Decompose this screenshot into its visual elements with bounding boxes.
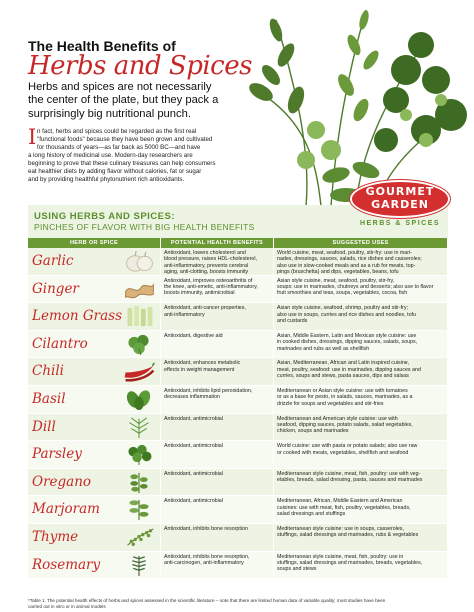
use-line: meat, poultry, seafood: use in marinades, dipping sauces and bbox=[277, 366, 421, 373]
benefit-line: blood pressure, raises HDL-cholesterol, bbox=[164, 256, 258, 263]
use-line: World cuisine: use with pasta or potato salads; also use raw bbox=[277, 443, 418, 450]
uses-cell bbox=[274, 496, 448, 523]
use-line: marinades and rubs as well as shellfish bbox=[277, 345, 370, 352]
body-line: eat healthier diets by adding flavor without calories, fat or sugar bbox=[28, 168, 202, 175]
table-row bbox=[28, 358, 448, 386]
table-row bbox=[28, 414, 448, 442]
drop-cap: I bbox=[28, 125, 37, 149]
garlic-icon bbox=[122, 250, 156, 273]
use-line: Asian, Middle Eastern, Latin and Mexican style cuisine: use bbox=[277, 332, 417, 339]
benefits-cell bbox=[161, 386, 274, 413]
lead-line: the center of the plate, but they pack a bbox=[28, 94, 219, 107]
use-line: stuffings, salad dressings and marinades, breads, vegetables, bbox=[277, 559, 423, 566]
benefit-line: Antioxidant, inhibits bone resorption, bbox=[164, 553, 250, 560]
body-line: for thousands of years—as far back as 5000 BC—and have bbox=[37, 144, 201, 151]
uses-cell bbox=[274, 248, 448, 275]
use-line: stuffings, salad dressings and marinades, rubs & vegetables bbox=[277, 532, 419, 539]
uses-cell bbox=[274, 331, 448, 358]
benefits-cell bbox=[161, 414, 274, 441]
cilantro-icon bbox=[122, 333, 156, 356]
benefits-cell bbox=[161, 248, 274, 275]
benefit-line: anti-inflammatory, prevents cerebral bbox=[164, 262, 249, 269]
benefit-line: Antioxidant, antimicrobial bbox=[164, 470, 223, 477]
benefit-line: Antioxidant, enhances metabolic bbox=[164, 360, 241, 367]
use-line: fruit smoothies and teas, soups, vegetables, cocoa, fish bbox=[277, 290, 408, 297]
dill-icon bbox=[122, 416, 156, 439]
herb-cell bbox=[28, 303, 161, 330]
use-line: Mediterranean, African, Middle Eastern and American bbox=[277, 498, 403, 505]
herb-cell bbox=[28, 469, 161, 496]
herb-name: Lemon Grass bbox=[32, 308, 123, 325]
benefit-line: Antioxidant, antimicrobial bbox=[164, 415, 223, 422]
use-line: Asian style cuisine, seafood, shrimp, poultry and stir-fry; bbox=[277, 305, 409, 312]
uses-cell bbox=[274, 524, 448, 551]
logo-line2: GARDEN bbox=[371, 198, 429, 211]
benefit-line: Antioxidant, digestive aid bbox=[164, 332, 223, 339]
use-line: in cooked dishes, dressings, dipping sauces, salads, soups, bbox=[277, 339, 418, 346]
herb-cell bbox=[28, 524, 161, 551]
uses-cell bbox=[274, 303, 448, 330]
marjoram-icon bbox=[122, 498, 156, 521]
benefits-cell bbox=[161, 276, 274, 303]
use-line: or cooked with meats, vegetables, shellfish and seafood bbox=[277, 449, 409, 456]
uses-cell bbox=[274, 276, 448, 303]
table-row bbox=[28, 469, 448, 497]
basil-icon bbox=[122, 388, 156, 411]
lead-line: Herbs and spices are not necessarily bbox=[28, 81, 212, 93]
use-line: also use in soups, curries and rice dishes and noodles, tofu bbox=[277, 311, 416, 318]
ginger-icon bbox=[122, 278, 156, 301]
herb-name: Parsley bbox=[32, 446, 82, 463]
header-benefits: POTENTIAL HEALTH BENEFITS bbox=[161, 238, 274, 248]
use-line: curries, soups and stews, pasta sauces, dips and salsas bbox=[277, 373, 409, 380]
benefit-line: aging, anti-clotting, boosts immunity bbox=[164, 269, 249, 275]
header-uses: SUGGESTED USES bbox=[274, 238, 448, 248]
herb-cell bbox=[28, 248, 161, 275]
intro-body-text bbox=[28, 125, 258, 184]
page-title-line2: Herbs and Spices bbox=[28, 51, 252, 81]
logo-line1: GOURMET bbox=[365, 185, 435, 198]
benefits-cell bbox=[161, 469, 274, 496]
benefits-cell bbox=[161, 552, 274, 579]
table-body bbox=[28, 248, 448, 579]
body-line: beginning to prove that these culinary treasures can help consumers bbox=[28, 160, 216, 167]
herb-cell bbox=[28, 552, 161, 579]
herb-name: Garlic bbox=[32, 253, 74, 269]
header-herb: HERB OR SPICE bbox=[28, 238, 161, 248]
herb-cell bbox=[28, 276, 161, 303]
benefit-line: decreases inflammation bbox=[164, 394, 220, 401]
use-line: etables, breads, salad dressing, pasta, sauces and marinades bbox=[277, 477, 423, 484]
benefit-line: effects in weight management bbox=[164, 366, 235, 373]
body-line: n fact, herbs and spices could be regarded as the first real bbox=[37, 128, 197, 135]
rosemary-icon bbox=[122, 554, 156, 577]
use-line: Mediterranean style cuisine, meat, fish, poultry: use with veg- bbox=[277, 470, 421, 477]
table-row bbox=[28, 331, 448, 359]
table-header bbox=[28, 238, 448, 248]
benefits-cell bbox=[161, 496, 274, 523]
use-line: seafood, dipping sauces, potato salads, salad vegetables, bbox=[277, 421, 413, 428]
herb-name: Basil bbox=[32, 390, 66, 407]
herb-bouquet-illustration bbox=[236, 0, 474, 206]
use-line: Mediterranean and American style cuisine: use with bbox=[277, 415, 398, 422]
use-line: Mediterranean or Asian style cuisine: use with tomatoes bbox=[277, 387, 408, 394]
table-row bbox=[28, 496, 448, 524]
body-line: "functional foods" because they have been grown and cultivated bbox=[37, 136, 213, 143]
herb-name: Chili bbox=[32, 363, 64, 380]
lead-paragraph bbox=[28, 81, 238, 121]
benefit-line: Antioxidant, inhibits bone resorption bbox=[164, 525, 248, 532]
use-line: drizzle for soups and vegetables and stir-fries bbox=[277, 400, 384, 407]
use-line: Mediterranean style cuisine: use in soups, casseroles, bbox=[277, 525, 404, 532]
herb-cell bbox=[28, 386, 161, 413]
banner-title: USING HERBS AND SPICES: bbox=[34, 211, 175, 222]
benefits-cell bbox=[161, 331, 274, 358]
herb-cell bbox=[28, 414, 161, 441]
use-line: and custards bbox=[277, 318, 308, 324]
benefits-cell bbox=[161, 358, 274, 385]
herb-name: Cilantro bbox=[32, 335, 88, 352]
table-row bbox=[28, 552, 448, 580]
lead-line: surprisingly big nutritional punch. bbox=[28, 107, 191, 120]
benefit-line: Antioxidant, anti-cancer properties, bbox=[164, 305, 246, 312]
body-line: a long history of medicinal use. Modern-day researchers are bbox=[28, 152, 193, 159]
use-line: or as a base for pesto, in salads, sauces, marinades, as a bbox=[277, 394, 413, 401]
uses-cell bbox=[274, 552, 448, 579]
use-line: soups and stews bbox=[277, 566, 317, 573]
oregano-icon bbox=[122, 471, 156, 494]
table-row bbox=[28, 524, 448, 552]
benefit-line: Antioxidant, antimicrobial bbox=[164, 443, 223, 450]
use-line: cuisines: use with meat, fish, poultry, vegetables, breads, bbox=[277, 504, 411, 511]
uses-cell bbox=[274, 386, 448, 413]
benefit-line: Antioxidant, lowers cholesterol and bbox=[164, 250, 246, 256]
uses-cell bbox=[274, 441, 448, 468]
benefit-line: Antioxidant, inhibits lipid peroxidation, bbox=[164, 387, 253, 394]
herb-cell bbox=[28, 496, 161, 523]
parsley-icon bbox=[122, 443, 156, 466]
footnote-line: *Table 1. The potential health effects of herbs and spices assessed in the scientific literature – note that there are limited human data of variable quality; most studies have been bbox=[28, 598, 386, 603]
benefits-cell bbox=[161, 303, 274, 330]
table-footnote bbox=[28, 598, 448, 609]
banner-subtitle: PINCHES OF FLAVOR WITH BIG HEALTH BENEFITS bbox=[34, 222, 255, 232]
thyme-icon bbox=[122, 526, 156, 549]
use-line: Mediterranean style cuisine, meat, fish, poultry: use in bbox=[277, 553, 404, 560]
table-row bbox=[28, 248, 448, 276]
use-line: also use in slow-cooked meals and as a rub for meats, top- bbox=[277, 262, 416, 269]
benefit-line: Antioxidant, antimicrobial bbox=[164, 498, 223, 505]
benefit-line: Antioxidant, improves osteoarthritis of bbox=[164, 277, 253, 284]
use-line: Asian style cuisine, meat, seafood, poultry, stir-fry, bbox=[277, 277, 395, 284]
herb-name: Rosemary bbox=[32, 556, 101, 573]
table-row bbox=[28, 441, 448, 469]
use-line: World cuisine, meat, seafood, poultry, stir-fry: use in mari- bbox=[277, 250, 412, 256]
lemon-grass-icon bbox=[122, 305, 156, 328]
uses-cell bbox=[274, 469, 448, 496]
herb-name: Thyme bbox=[32, 528, 79, 545]
chili-icon bbox=[122, 360, 156, 383]
body-line: and by providing healthful phytonutrient rich antioxidants. bbox=[28, 176, 185, 183]
herb-benefits-table bbox=[28, 238, 448, 579]
herb-name: Marjoram bbox=[32, 501, 100, 518]
herb-name: Ginger bbox=[32, 280, 79, 297]
uses-cell bbox=[274, 358, 448, 385]
herb-name: Oregano bbox=[32, 473, 92, 490]
herb-name: Dill bbox=[32, 418, 56, 435]
use-line: soups: use in marinades, chutneys and desserts; also use to flavor bbox=[277, 284, 434, 290]
benefit-line: the knee, anti-emetic, anti-inflammatory, bbox=[164, 284, 258, 290]
logo-subtitle: HERBS & SPICES bbox=[359, 220, 441, 227]
use-line: pings (bruschetta) and dips, vegetables, beans, tofu bbox=[277, 269, 399, 275]
use-line: nades, dressings, sauces, salads, rice dishes and casseroles; bbox=[277, 256, 422, 263]
herb-cell bbox=[28, 358, 161, 385]
table-row bbox=[28, 276, 448, 304]
herb-cell bbox=[28, 331, 161, 358]
table-row bbox=[28, 386, 448, 414]
page-title-line1: The Health Benefits of bbox=[28, 38, 176, 54]
benefits-cell bbox=[161, 524, 274, 551]
benefit-line: anti-carcinogen, anti-inflammatory bbox=[164, 559, 244, 566]
use-line: Asian, Mediterranean, African and Latin inspired cuisine, bbox=[277, 360, 410, 367]
table-row bbox=[28, 303, 448, 331]
herb-cell bbox=[28, 441, 161, 468]
uses-cell bbox=[274, 414, 448, 441]
use-line: salad dressings and stuffings bbox=[277, 511, 346, 518]
gourmet-garden-logo bbox=[350, 180, 450, 232]
footnote-line: carried out in vitro or in animal models bbox=[28, 603, 106, 609]
benefit-line: anti-inflammatory bbox=[164, 311, 205, 318]
use-line: chicken, soups and marinades bbox=[277, 428, 349, 435]
benefit-line: boosts immunity, antimicrobial bbox=[164, 290, 235, 297]
benefits-cell bbox=[161, 441, 274, 468]
